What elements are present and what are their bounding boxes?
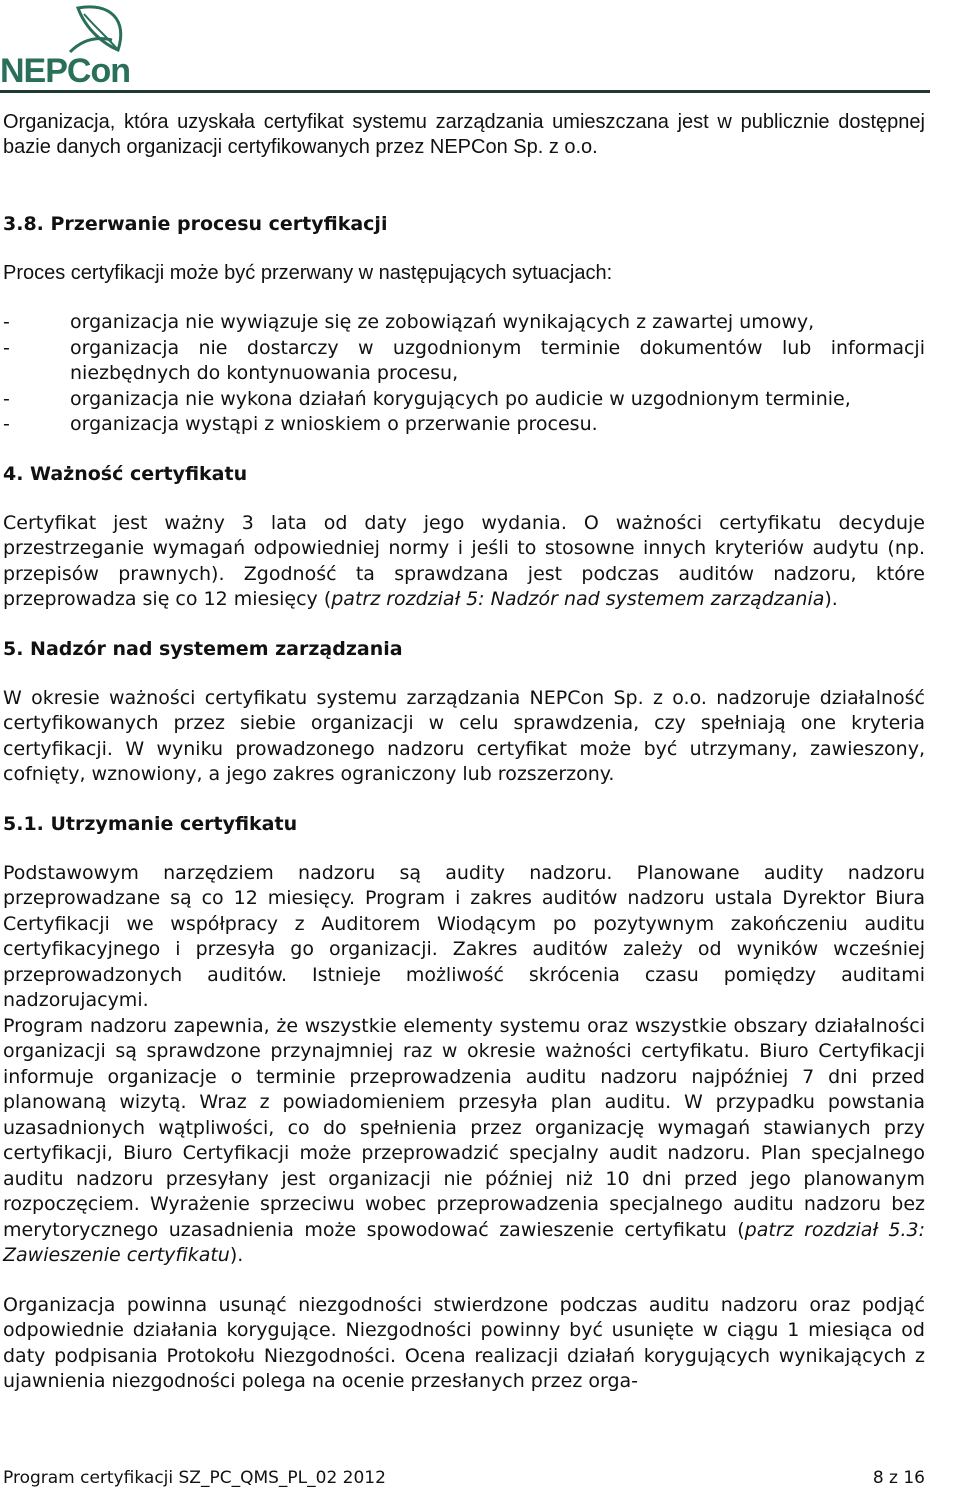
document-body bbox=[3, 110, 925, 1395]
paragraph-5-1-a: Podstawowym narzędziem nadzoru są audity nadzoru. Planowane audity nadzoru przeprowadzane są co 12 miesięcy. Program i zakres auditów nadzoru ustala Dyrektor Biura Certyfikacji we współpracy z Auditorem Wiodącym po pozytywnym zakończeniu auditu certyfikacyjnego i przesyła go organizacji. Zakres auditów zależy od wyników wcześniej przeprowadzonych auditów. Istnieje możliwość skrócenia czasu pomiędzy auditami nadzorujacymi. bbox=[3, 861, 925, 1011]
paragraph-5-1-b: Program nadzoru zapewnia, że wszystkie elementy systemu oraz wszystkie obszary działalności organizacji są sprawdzone przynajmniej raz w okresie ważności certyfikatu. Biuro Certyfikacji informuje organizacje o terminie przeprowadzenia auditu nadzoru najpóźniej 7 dni przed planowaną wizytą. Wraz z powiadomieniem przesyła plan auditu. W przypadku powstania uzasadnionych wątpliwości, co do spełnienia przez organizację wymagań stawianych przy certyfikacji, Biuro Certyfikacji może przeprowadzić specjalny audit nadzoru. Plan specjalnego auditu nadzoru przesyłany jest organizacji nie później niż 10 dni przed jego planowanym rozpoczęciem. Wyrażenie sprzeciwu wobec przeprowadzenia specjalnego auditu nadzoru bez merytorycznego uzasadnienia może spowodować zawieszenie certyfikatu (patrz rozdział 5.3: Zawieszenie certyfikatu). bbox=[3, 1014, 925, 1266]
logo-text: NEPCon bbox=[0, 52, 130, 90]
paragraph-4: Certyfikat jest ważny 3 lata od daty jego wydania. O ważności certyfikatu decyduje przestrzeganie wymagań odpowiedniej normy i jeśli to stosowne innych kryteriów audytu (np. przepisów prawnych). Zgodność ta sprawdzana jest podczas auditów nadzoru, które przeprowadza się co 12 miesięcy (patrz rozdział 5: Nadzór nad systemem zarządzania). bbox=[3, 511, 925, 610]
interruption-list bbox=[3, 310, 925, 438]
list-item: - organizacja nie wywiązuje się ze zobowiązań wynikających z zawartej umowy, bbox=[3, 311, 815, 333]
nepcon-logo bbox=[0, 0, 140, 90]
chapter-reference: patrz rozdział 5.3: Zawieszenie certyfikatu bbox=[3, 1218, 925, 1266]
page-number: 8 z 16 bbox=[872, 1468, 925, 1488]
paragraph-5: W okresie ważności certyfikatu systemu zarządzania NEPCon Sp. z o.o. nadzoruje działalność certyfikowanych przez siebie organizacji w celu sprawdzenia, czy spełniają one kryteria certyfikacji. W wyniku prowadzonego nadzoru certyfikat może być utrzymany, zawieszony, cofnięty, wznowiony, a jego zakres ograniczony lub rozszerzony. bbox=[3, 686, 925, 785]
document-code: Program certyfikacji SZ_PC_QMS_PL_02 2012 bbox=[3, 1468, 386, 1488]
paragraph-3-8: Proces certyfikacji może być przerwany w następujących sytuacjach: bbox=[3, 262, 613, 284]
paragraph-5-1-c: Organizacja powinna usunąć niezgodności stwierdzone podczas auditu nadzoru oraz podjąć odpowiednie działania korygujące. Niezgodności powinny być usunięte w ciągu 1 miesiąca od daty podpisania Protokołu Niezgodności. Ocena realizacji działań korygujących wynikających z ujawnienia niezgodności polega na ocenie przesłanych przez orga- bbox=[3, 1293, 925, 1392]
list-item: - organizacja nie wykona działań korygujących po audicie w uzgodnionym terminie, bbox=[3, 387, 851, 410]
list-item: - organizacja wystąpi z wnioskiem o przerwanie procesu. bbox=[3, 413, 598, 435]
heading-5: 5. Nadzór nad systemem zarządzania bbox=[3, 637, 403, 660]
list-item: - organizacja nie dostarczy w uzgodnionym terminie dokumentów lub informacji niezbędnych do kontynuowania procesu, bbox=[3, 336, 925, 384]
header-rule bbox=[0, 90, 930, 93]
heading-3-8: 3.8. Przerwanie procesu certyfikacji bbox=[3, 213, 388, 235]
heading-5-1: 5.1. Utrzymanie certyfikatu bbox=[3, 812, 298, 835]
heading-4: 4. Ważność certyfikatu bbox=[3, 462, 248, 485]
intro-paragraph: Organizacja, która uzyskała certyfikat systemu zarządzania umieszczana jest w publicznie dostępnej bazie danych organizacji certyfikowanych przez NEPCon Sp. z o.o. bbox=[3, 111, 925, 158]
chapter-reference: patrz rozdział 5: Nadzór nad systemem zarządzania bbox=[331, 588, 825, 610]
